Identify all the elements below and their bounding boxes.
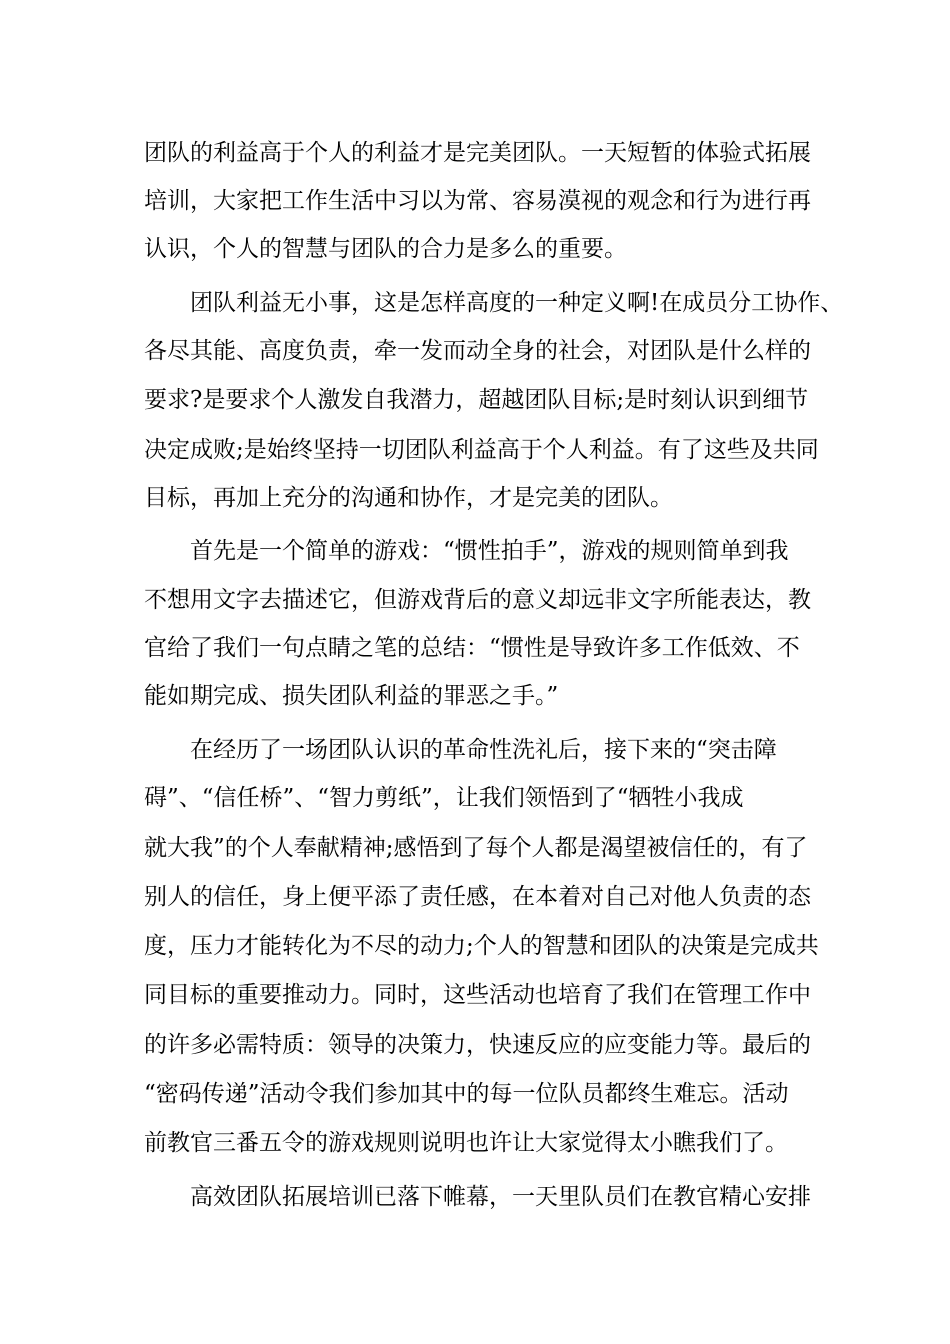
paragraph-4-line-8: “密码传递”活动令我们参加其中的每一位队员都终生难忘。活动 (144, 1081, 789, 1107)
paragraph-3-line-1: 首先是一个简单的游戏：“惯性拍手”，游戏的规则简单到我 (190, 538, 789, 564)
paragraph-2-line-2: 各尽其能、高度负责，牵一发而动全身的社会，对团队是什么样的 (144, 338, 811, 364)
paragraph-4-line-7: 的许多必需特质：领导的决策力，快速反应的应变能力等。最后的 (144, 1032, 811, 1058)
paragraph-4-line-1: 在经历了一场团队认识的革命性洗礼后，接下来的“突击障 (190, 737, 777, 763)
paragraph-2-line-1: 团队利益无小事，这是怎样高度的一种定义啊!在成员分工协作、 (190, 290, 844, 316)
paragraph-3-line-3: 官给了我们一句点睛之笔的总结：“惯性是导致许多工作低效、不 (144, 635, 800, 661)
paragraph-4-line-5: 度，压力才能转化为不尽的动力;个人的智慧和团队的决策是完成共 (144, 933, 819, 959)
paragraph-2-line-5: 目标，再加上充分的沟通和协作，才是完美的团队。 (144, 485, 673, 511)
paragraph-4-line-3: 就大我”的个人奉献精神;感悟到了每个人都是渴望被信任的，有了 (144, 835, 808, 861)
paragraph-4-line-4: 别人的信任，身上便平添了责任感，在本着对自己对他人负责的态 (144, 884, 811, 910)
paragraph-5-line-1: 高效团队拓展培训已落下帷幕，一天里队员们在教官精心安排 (190, 1184, 811, 1210)
paragraph-3-line-2: 不想用文字去描述它，但游戏背后的意义却远非文字所能表达，教 (144, 587, 811, 613)
paragraph-3-line-4: 能如期完成、损失团队利益的罪恶之手。” (144, 683, 559, 709)
paragraph-4-line-9: 前教官三番五令的游戏规则说明也许让大家觉得太小瞧我们了。 (144, 1130, 788, 1156)
paragraph-1-line-3: 认识，个人的智慧与团队的合力是多么的重要。 (144, 236, 627, 262)
paragraph-4-line-2: 碍”、“信任桥”、“智力剪纸”，让我们领悟到了“牺牲小我成 (144, 785, 744, 811)
paragraph-1-line-2: 培训，大家把工作生活中习以为常、容易漠视的观念和行为进行再 (144, 188, 811, 214)
paragraph-2-line-3: 要求?是要求个人激发自我潜力，超越团队目标;是时刻认识到细节 (144, 387, 809, 413)
paragraph-1-line-1: 团队的利益高于个人的利益才是完美团队。一天短暂的体验式拓展 (144, 140, 811, 166)
paragraph-4-line-6: 同目标的重要推动力。同时，这些活动也培育了我们在管理工作中 (144, 982, 811, 1008)
paragraph-2-line-4: 决定成败;是始终坚持一切团队利益高于个人利益。有了这些及共同 (144, 437, 819, 463)
